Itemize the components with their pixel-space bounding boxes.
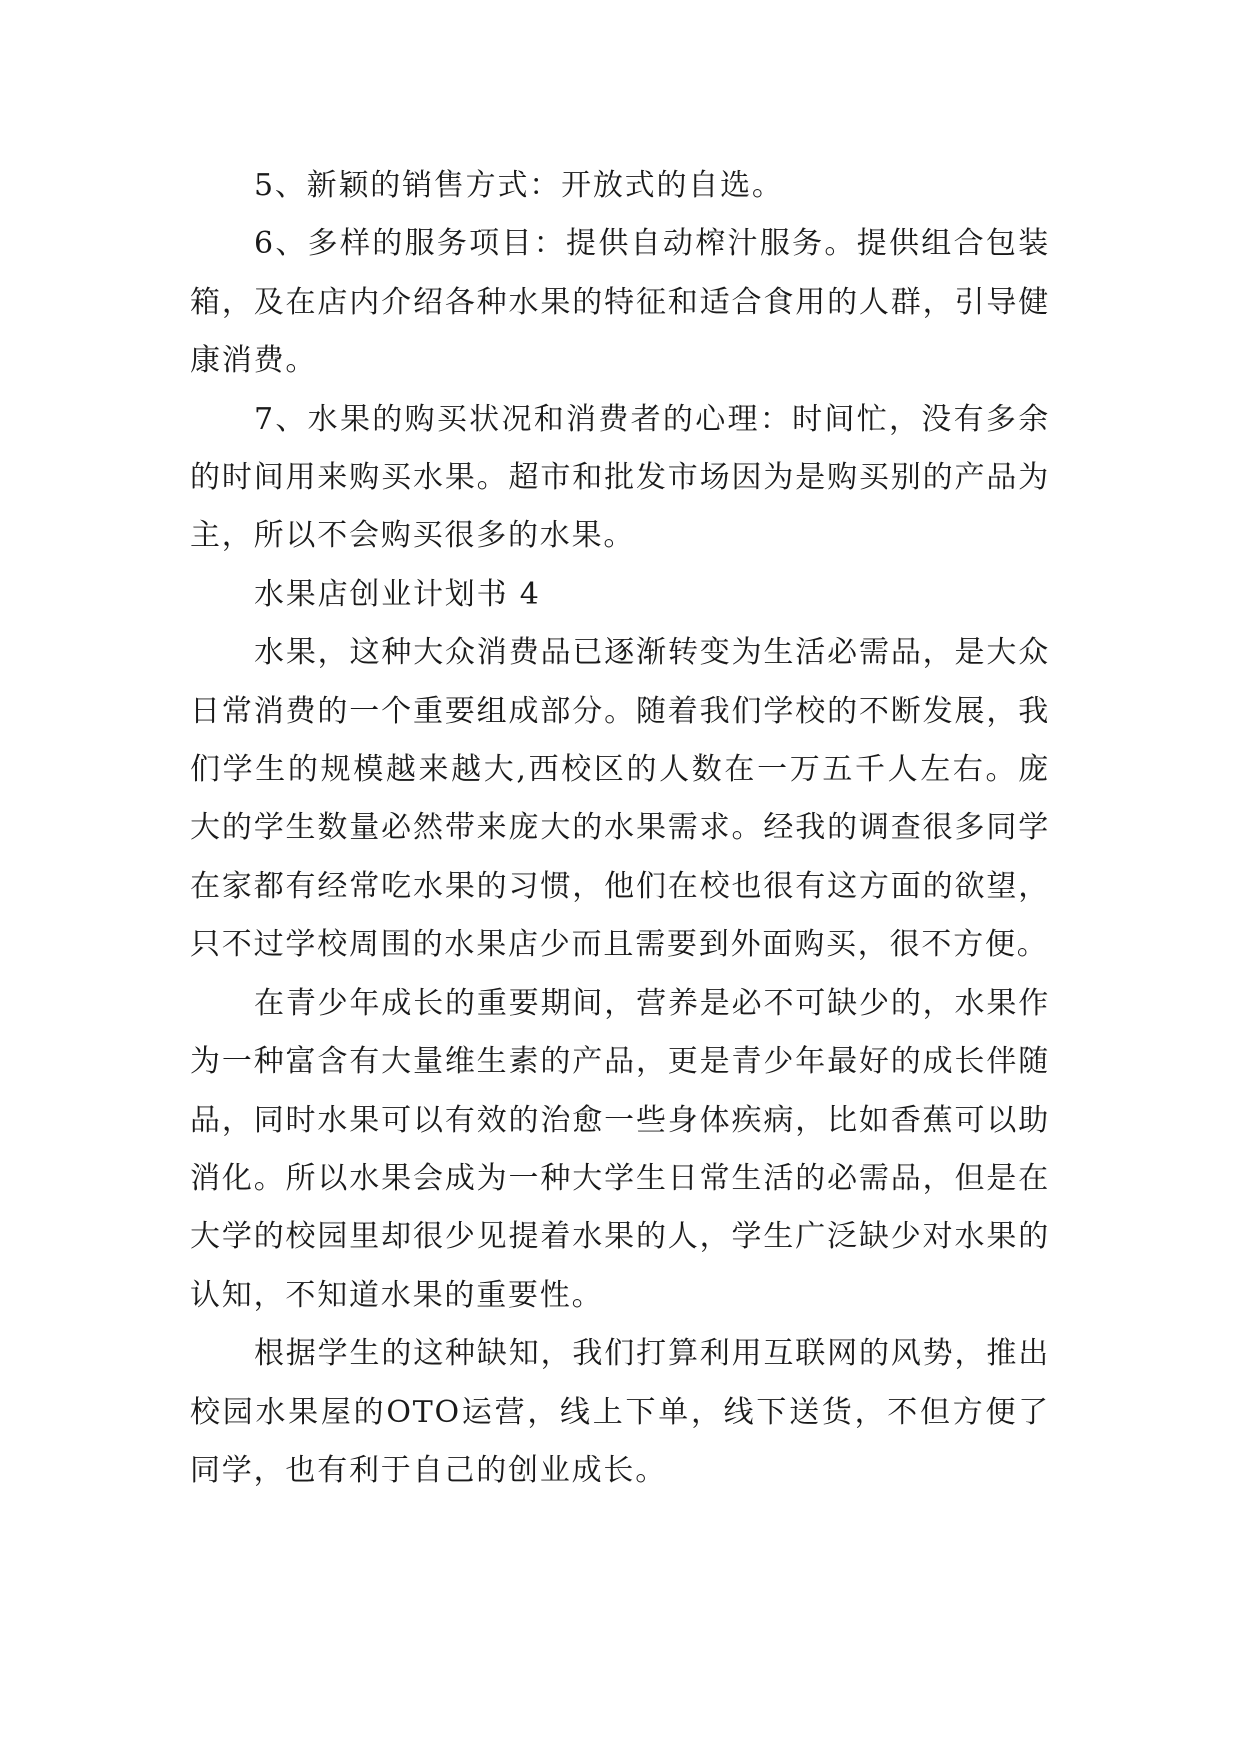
- paragraph-plan: 根据学生的这种缺知，我们打算利用互联网的风势，推出校园水果屋的OTO运营，线上下单，线下送货，不但方便了同学，也有利于自己的创业成长。: [190, 1336, 1050, 1488]
- section-heading: 水果店创业计划书 4: [254, 576, 541, 612]
- paragraph-item-7: 7、水果的购买状况和消费者的心理：时间忙，没有多余的时间用来购买水果。超市和批发市场因为是购买别的产品为主，所以不会购买很多的水果。: [190, 401, 1050, 554]
- document-body: [190, 157, 1050, 1500]
- paragraph-intro: 水果，这种大众消费品已逐渐转变为生活必需品，是大众日常消费的一个重要组成部分。随着我们学校的不断发展，我们学生的规模越来越大,西校区的人数在一万五千人左右。庞大的学生数量必然带来庞大的水果需求。经我的调查很多同学在家都有经常吃水果的习惯，他们在校也很有这方面的欲望，只不过学校周围的水果店少而且需要到外面购买，很不方便。: [190, 635, 1050, 963]
- paragraph-item-5: 5、新颖的销售方式：开放式的自选。: [254, 168, 784, 203]
- paragraph-item-6: 6、多样的服务项目：提供自动榨汁服务。提供组合包装箱，及在店内介绍各种水果的特征和适合食用的人群，引导健康消费。: [190, 226, 1050, 379]
- paragraph-nutrition: 在青少年成长的重要期间，营养是必不可缺少的，水果作为一种富含有大量维生素的产品，更是青少年最好的成长伴随品，同时水果可以有效的治愈一些身体疾病，比如香蕉可以助消化。所以水果会成为一种大学生日常生活的必需品，但是在大学的校园里却很少见提着水果的人，学生广泛缺少对水果的认知，不知道水果的重要性。: [190, 985, 1050, 1313]
